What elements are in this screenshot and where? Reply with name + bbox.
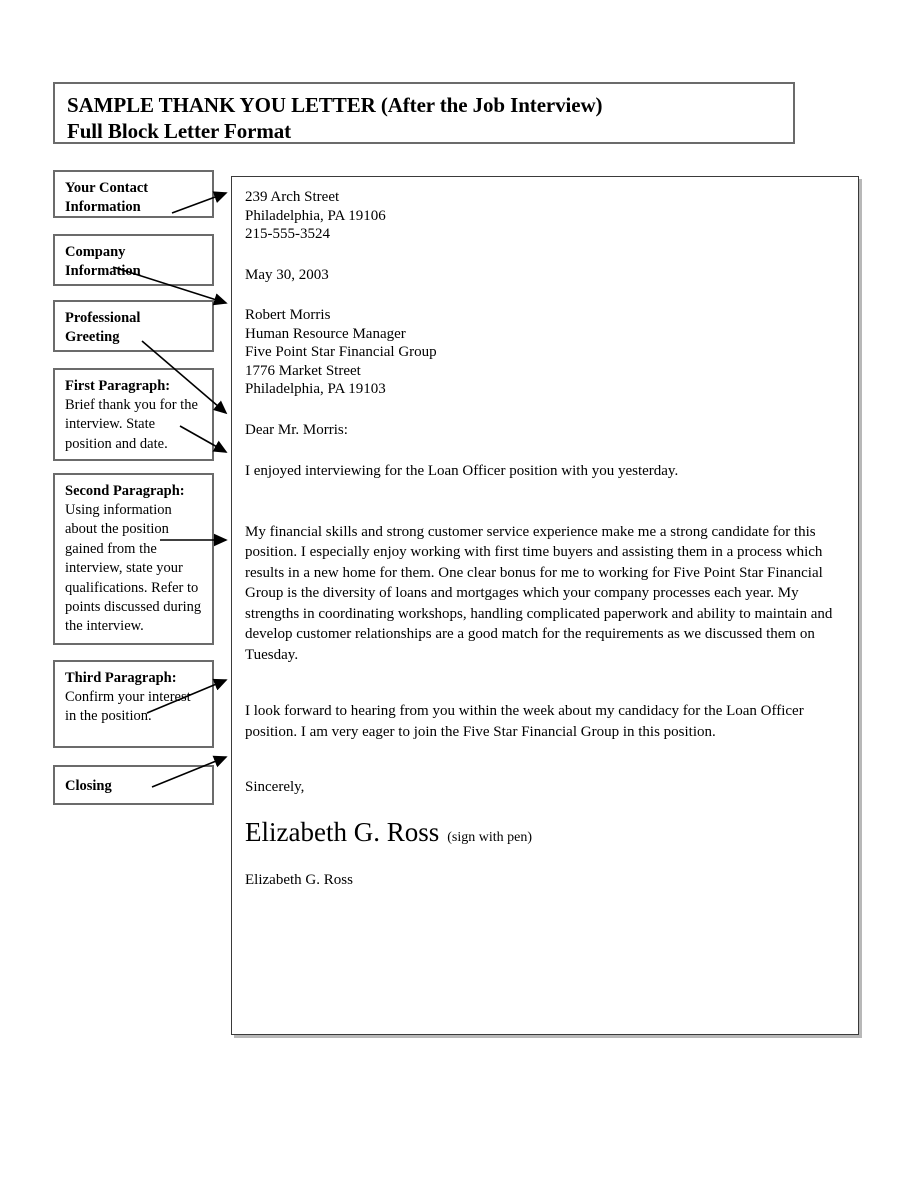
label-head-second-line: Information [65, 199, 141, 215]
label-head-second-line: Greeting [65, 329, 120, 345]
letter-date: May 30, 2003 [245, 266, 329, 283]
label-head-second-line: Information [65, 263, 141, 279]
label-body: Brief thank you for the interview. State position and date. [65, 397, 198, 452]
label-head: First Paragraph: [65, 378, 171, 394]
page-subtitle: Full Block Letter Format [67, 119, 292, 143]
label-box-closing [53, 765, 214, 805]
label-head: Company [65, 244, 126, 260]
recipient-street: 1776 Market Street [245, 362, 361, 379]
label-head: Third Paragraph: [65, 670, 177, 686]
label-body: Using information about the position gained from the interview, state your qualifications. Refer to points discussed during the interview. [65, 502, 202, 635]
typed-signature-name: Elizabeth G. Ross [245, 871, 353, 888]
label-head: Your Contact [65, 180, 149, 196]
letter-paragraph-2: My financial skills and strong customer service experience make me a strong candidate for this position. I especially enjoy working with first time buyers and assisting them in a process which results in a new home for them. One clear bonus for me to working for Five Point Star Financial Group is the diversity of loans and mortgages which your company processes each year. My strengths in coordinating workshops, handling complicated paperwork and ability to maintain and develop customer relationships are a good match for the requirements as we discussed them on Tuesday. [245, 523, 833, 663]
recipient-city-state-zip: Philadelphia, PA 19103 [245, 381, 386, 397]
label-box-company-information [53, 234, 214, 286]
page-title: SAMPLE THANK YOU LETTER (After the Job Interview) [67, 93, 603, 117]
label-head: Second Paragraph: [65, 483, 185, 499]
label-head: Professional [65, 310, 141, 326]
letter-content [245, 188, 833, 890]
label-box-third-paragraph [53, 660, 214, 748]
label-box-professional-greeting [53, 300, 214, 352]
spacer [245, 797, 833, 815]
label-box-your-contact-information [53, 170, 214, 218]
signature-name: Elizabeth G. Ross [245, 816, 440, 847]
letter-paragraph-1: I enjoyed interviewing for the Loan Officer position with you yesterday. [245, 463, 679, 479]
label-box-second-paragraph [53, 473, 214, 645]
sender-phone: 215-555-3524 [245, 226, 330, 242]
spacer [245, 742, 833, 778]
recipient-name: Robert Morris [245, 307, 331, 323]
letter-paragraph-3: I look forward to hearing from you within the week about my candidacy for the Loan Officer position. I am very eager to join the Five Star Financial Group in this position. [245, 703, 804, 740]
document-title-box [53, 82, 795, 144]
spacer [245, 399, 833, 421]
letter-panel [231, 176, 859, 1035]
label-head: Closing [65, 778, 112, 794]
signature-note: (sign with pen) [447, 829, 532, 845]
label-body: Confirm your interest in the position. [65, 689, 191, 725]
letter-closing: Sincerely, [245, 779, 305, 795]
recipient-company: Five Point Star Financial Group [245, 344, 437, 360]
recipient-title: Human Resource Manager [245, 325, 406, 342]
spacer [245, 284, 833, 306]
spacer [245, 482, 833, 522]
spacer [245, 439, 833, 461]
spacer [245, 665, 833, 701]
spacer [245, 849, 833, 871]
letter-greeting: Dear Mr. Morris: [245, 421, 348, 438]
spacer [245, 244, 833, 266]
signature-row [245, 815, 833, 849]
sender-street: 239 Arch Street [245, 189, 340, 205]
sender-city-state-zip: Philadelphia, PA 19106 [245, 207, 386, 224]
label-box-first-paragraph [53, 368, 214, 461]
